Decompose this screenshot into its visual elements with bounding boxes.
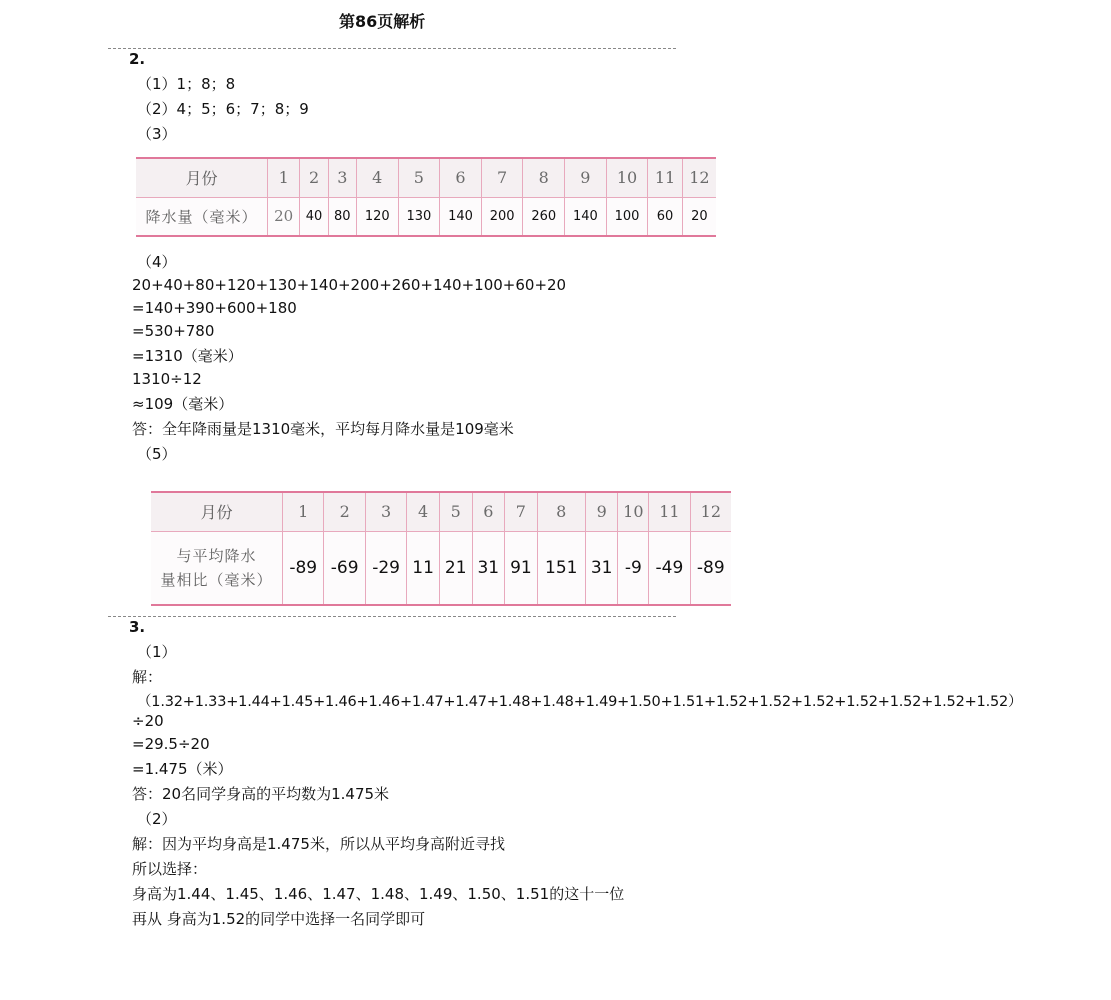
answer-line: （1.32+1.33+1.44+1.45+1.46+1.46+1.47+1.47+1.48+1.48+1.49+1.50+1.51+1.52+1.52+1.52+1.52+1.52+1.52+1.52） [137,694,1023,710]
value-cell: 100 [606,197,648,235]
value-cell: 20 [268,197,300,235]
month-cell: 12 [682,159,716,197]
answer-line: 1310÷12 [132,370,202,388]
answer-line: =530+780 [132,322,215,340]
table-row-label-line2: 量相比（毫米） [160,571,273,590]
answer-line: =1310（毫米） [132,347,243,365]
answer-line: ÷20 [132,712,164,730]
month-cell: 8 [523,159,565,197]
value-cell: 200 [481,197,523,235]
answer-line: =140+390+600+180 [132,299,297,317]
month-cell: 3 [365,493,406,531]
table-data-row [151,531,731,605]
value-cell: 80 [328,197,356,235]
table-row-label-line1: 与平均降水 [176,547,257,566]
value-cell: 140 [565,197,607,235]
table-bottom-border [151,604,731,606]
month-cell: 10 [618,493,649,531]
table-header-row [151,493,731,531]
month-cell: 9 [585,493,618,531]
table-row-header: 月份 [151,493,283,531]
table-row-label [151,531,283,605]
value-cell: 11 [407,531,440,605]
month-cell: 5 [398,159,440,197]
value-cell: -69 [324,531,365,605]
answer-line: =1.475（米） [132,760,233,778]
answer-line: （4） [137,253,177,271]
month-cell: 11 [648,159,682,197]
value-cell: -29 [365,531,406,605]
value-cell: 20 [682,197,716,235]
month-cell: 3 [328,159,356,197]
month-cell: 6 [472,493,505,531]
month-cell: 2 [300,159,328,197]
answer-line: 20+40+80+120+130+140+200+260+140+100+60+20 [132,276,567,294]
month-cell: 7 [505,493,538,531]
month-cell: 8 [537,493,585,531]
value-cell: 31 [585,531,618,605]
answer-line: （1） [137,643,177,661]
month-cell: 7 [481,159,523,197]
answer-line: 答：全年降雨量是1310毫米，平均每月降水量是109毫米 [132,420,514,438]
month-cell: 2 [324,493,365,531]
value-cell: 260 [523,197,565,235]
month-cell: 10 [606,159,648,197]
value-cell: 130 [398,197,440,235]
value-cell: 60 [648,197,682,235]
answer-line: （1）1；8；8 [137,75,236,93]
value-cell: -89 [283,531,324,605]
month-cell: 12 [690,493,731,531]
value-cell: 91 [505,531,538,605]
answer-line: 答：20名同学身高的平均数为1.475米 [132,785,390,803]
rainfall-difference-table [151,493,731,605]
value-cell: 31 [472,531,505,605]
month-cell: 9 [565,159,607,197]
month-cell: 11 [649,493,690,531]
page-title: 第86页解析 [339,12,426,31]
value-cell: -89 [690,531,731,605]
table-header-row [136,159,716,197]
section-divider [108,48,676,49]
answer-line: （5） [137,445,177,463]
answer-line: 所以选择： [132,860,208,878]
table-row-label: 降水量（毫米） [145,207,258,226]
answer-line: ≈109（毫米） [132,395,234,413]
section-divider [108,616,676,617]
answer-line: 解：因为平均身高是1.475米，所以从平均身高附近寻找 [132,835,505,853]
month-cell: 1 [283,493,324,531]
month-cell: 1 [268,159,300,197]
value-cell: 140 [440,197,482,235]
answer-line: 再从 身高为1.52的同学中选择一名同学即可 [132,910,426,928]
table-bottom-border [136,235,716,237]
month-cell: 5 [439,493,472,531]
rainfall-table [136,159,716,235]
answer-line: （2） [137,810,177,828]
value-cell: 151 [537,531,585,605]
answer-line: （3） [137,125,177,143]
table-row-header: 月份 [136,159,268,197]
question-number-2: 2. [129,50,146,68]
question-number-3: 3. [129,618,146,636]
answer-line: （2）4；5；6；7；8；9 [137,100,309,118]
month-cell: 4 [407,493,440,531]
table-data-row [136,197,716,235]
answer-line: 身高为1.44、1.45、1.46、1.47、1.48、1.49、1.50、1.51的这十一位 [132,885,625,903]
value-cell: 40 [300,197,328,235]
value-cell: 120 [356,197,398,235]
value-cell: 21 [439,531,472,605]
value-cell: -49 [649,531,690,605]
answer-line: =29.5÷20 [132,735,210,753]
month-cell: 4 [356,159,398,197]
month-cell: 6 [440,159,482,197]
value-cell: -9 [618,531,649,605]
answer-line: 解： [132,668,163,686]
